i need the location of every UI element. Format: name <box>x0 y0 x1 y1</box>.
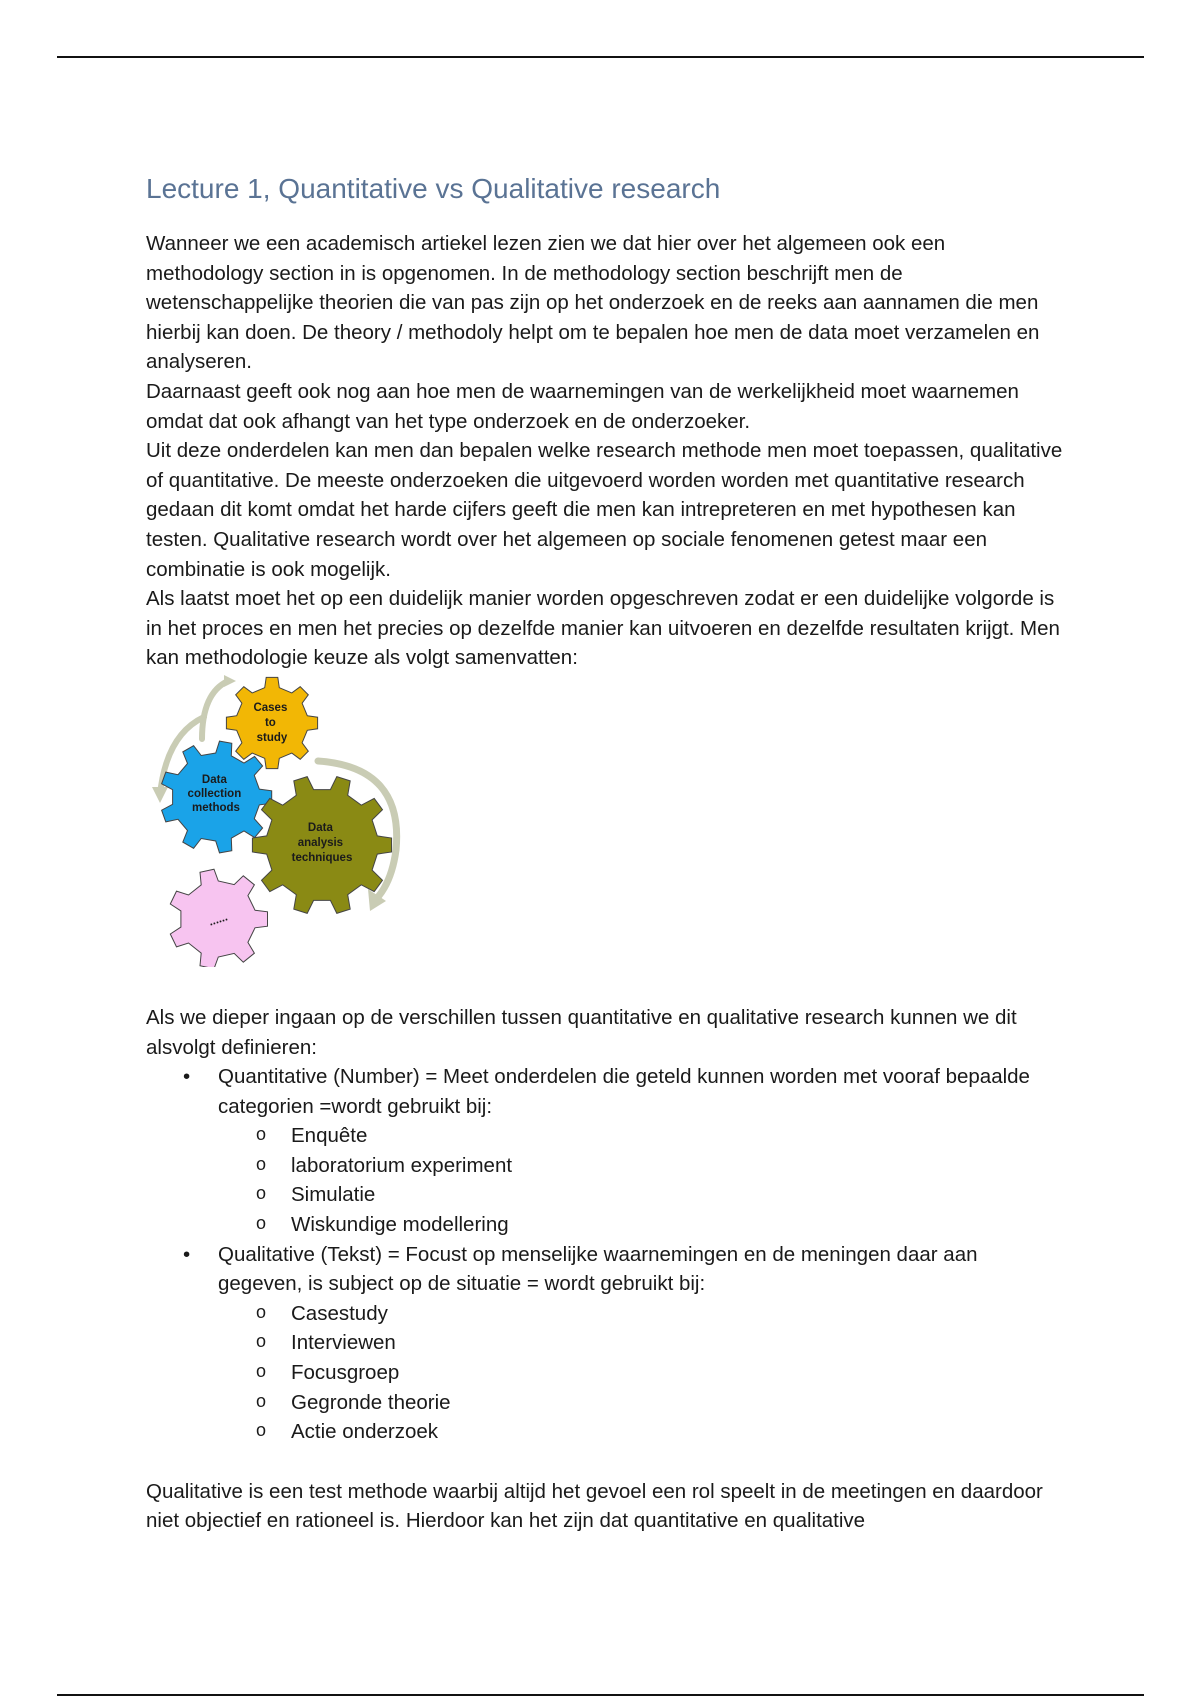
research-types-list <box>146 1062 1066 1447</box>
intro-paragraph-1: Wanneer we een academisch artiekel lezen zien we dat hier over het algemeen ook een methodology section in is opgenomen. In de methodology section beschrijft men de wetenschappelijke theorien die van pas zijn op het onderzoek en de reeks aan aannamen die men hierbij kan doen. De theory / methodoly helpt om te bepalen hoe men de data moet verzamelen en analyseren. <box>146 232 1040 374</box>
list-item: o Wiskundige modellering <box>291 1210 1066 1240</box>
qualitative-methods-list <box>218 1299 1066 1447</box>
qualitative-definition: Qualitative (Tekst) = Focust op menselijke waarnemingen en de meningen daar aan gegeven, is subject op de situatie = wordt gebruikt bij: <box>218 1242 978 1296</box>
gear-cases-line-1: Cases <box>253 701 288 714</box>
arrow-top-head <box>224 675 236 687</box>
intro-paragraph-4: Als laatst moet het op een duidelijk manier worden opgeschreven zodat er een duidelijke volgorde is in het proces en men het precies op dezelfde manier kan uitvoeren en dezelfde resultaten krijgt. Men kan methodologie keuze als volgt samenvatten: <box>146 587 1060 670</box>
footer-rule <box>57 1694 1144 1696</box>
closing-paragraph: Qualitative is een test methode waarbij altijd het gevoel een rol speelt in de meetingen en daardoor niet objectief en rationeel is. Hierdoor kan het zijn dat quantitative en qualitative <box>146 1479 1043 1533</box>
methodology-gears-diagram <box>146 675 416 967</box>
gear-collection-line-3: methods <box>192 801 240 814</box>
comparison-intro: Als we dieper ingaan op de verschillen tussen quantitative en qualitative research kunnen we dit alsvolgt definieren: <box>146 1005 1017 1059</box>
gear-placeholder-line-1: ...... <box>207 911 230 929</box>
list-item: o Simulatie <box>291 1180 1066 1210</box>
list-item: o Focusgroep <box>291 1358 1066 1388</box>
gear-analysis-line-3: techniques <box>291 851 353 864</box>
page-title: Lecture 1, Quantitative vs Qualitative research <box>146 173 721 204</box>
intro-paragraph-2: Daarnaast geeft ook nog aan hoe men de waarnemingen van de werkelijkheid moet waarnemen omdat dat ook afhangt van het type onderzoek en de onderzoeker. <box>146 379 1019 433</box>
header-rule <box>57 56 1144 58</box>
spacer <box>146 1447 1066 1477</box>
quantitative-definition: Quantitative (Number) = Meet onderdelen die geteld kunnen worden met vooraf bepaalde categorien =wordt gebruikt bij: <box>218 1065 1030 1118</box>
gear-cases-line-3: study <box>256 731 288 744</box>
list-item: o Actie onderzoek <box>291 1417 1066 1447</box>
list-item: o Enquête <box>291 1121 1066 1151</box>
list-item: o Casestudy <box>291 1299 1066 1329</box>
gear-placeholder <box>170 869 267 967</box>
gear-collection-line-2: collection <box>187 787 242 800</box>
list-item: o Gegronde theorie <box>291 1388 1066 1418</box>
list-item: o laboratorium experiment <box>291 1151 1066 1181</box>
gear-analysis-line-2: analysis <box>297 836 344 849</box>
intro-paragraph-3: Uit deze onderdelen kan men dan bepalen welke research methode men moet toepassen, qualitative of quantitative. De meeste onderzoeken die uitgevoerd worden worden met quantitative research gedaan dit komt omdat het harde cijfers geeft die men kan intrepreteren en met hypothesen kan testen. Qualitative research wordt over het algemeen op sociale fenomenen getest maar een combinatie is ook mogelijk. <box>146 439 1063 581</box>
list-item-qualitative <box>218 1240 1066 1447</box>
gear-cases-to-study <box>226 677 317 768</box>
list-item-quantitative <box>218 1062 1066 1240</box>
arrow-top-arc <box>202 681 228 739</box>
list-item: o Interviewen <box>291 1328 1066 1358</box>
gear-analysis-line-1: Data <box>307 821 333 834</box>
arrow-left-head <box>152 787 168 803</box>
gear-data-collection-methods <box>162 741 272 853</box>
gear-cases-line-2: to <box>264 716 276 729</box>
document-body <box>146 168 1066 1536</box>
quantitative-methods-list <box>218 1121 1066 1239</box>
gear-collection-line-1: Data <box>201 773 227 786</box>
